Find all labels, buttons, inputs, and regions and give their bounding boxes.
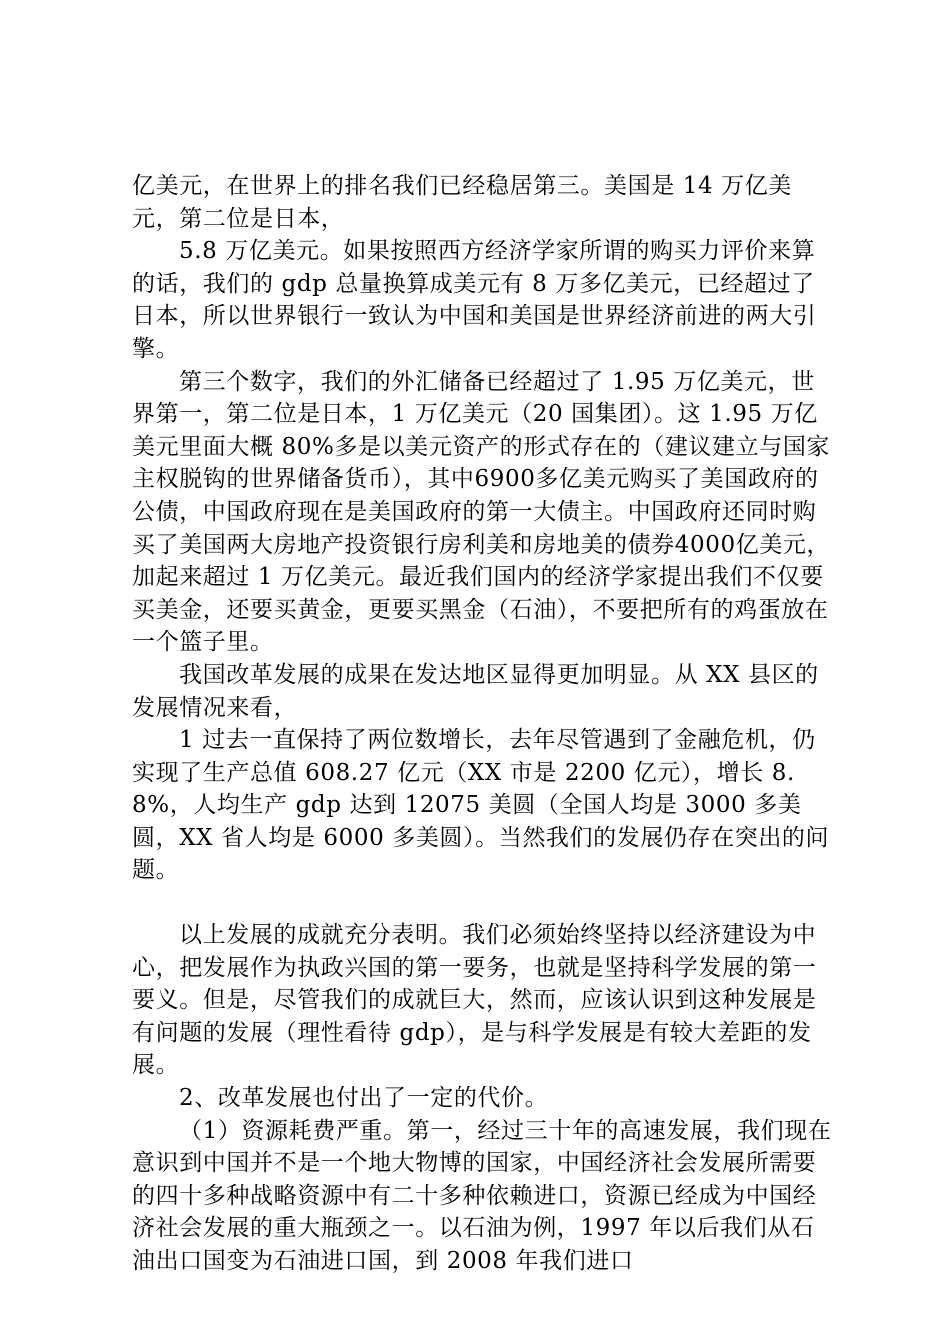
paragraph-3: 第三个数字，我们的外汇储备已经超过了 1.95 万亿美元，世界第一，第二位是日本，1 万亿美元（20 国集团）。这 1.95 万亿美元里面大概 80%多是以美元资产的形式存在的（建议建立与国家主权脱钩的世界储备货币），其中6900多亿美元购买了美国政府的公债，中国政府现在是美国政府的第一大债主。中国政府还同时购买了美国两大房地产投资银行房利美和房地美的债券4000亿美元，加起来超过 1 万亿美元。最近我们国内的经济学家提出我们不仅要买美金，还要买黄金，更要买黑金（石油），不要把所有的鸡蛋放在一个篮子里。 [132,368,831,656]
paragraph-7: 2、改革发展也付出了一定的代价。 [179,1085,549,1112]
document-body [132,170,832,1278]
paragraph-8: （1）资源耗费严重。第一，经过三十年的高速发展，我们现在意识到中国并不是一个地大物博的国家，中国经济社会发展所需要的四十多种战略资源中有二十多种依赖进口，资源已经成为中国经济社会发展的重大瓶颈之一。以石油为例，1997 年以后我们从石油出口国变为石油进口国，到 2008 年我们进口 [132,1117,832,1274]
paragraph-1: 亿美元，在世界上的排名我们已经稳居第三。美国是 14 万亿美元，第二位是日本， [132,173,792,232]
paragraph-5: 1 过去一直保持了两位数增长，去年尽管遇到了金融危机，仍实现了生产总值 608.27 亿元（XX 市是 2200 亿元），增长 8.8%，人均生产 gdp 达到 12075 美圆（全国人均是 3000 多美圆，XX 省人均是 6000 多美圆）。当然我们的发展仍存在突出的问题。 [132,727,830,884]
paragraph-6: 以上发展的成就充分表明。我们必须始终坚持以经济建设为中心，把发展作为执政兴国的第一要务，也就是坚持科学发展的第一要义。但是，尽管我们的成就巨大，然而，应该认识到这种发展是有问题的发展（理性看待 gdp），是与科学发展是有较大差距的发展。 [132,922,817,1079]
paragraph-4: 我国改革发展的成果在发达地区显得更加明显。从 XX 县区的发展情况来看， [132,661,819,721]
paragraph-2: 5.8 万亿美元。如果按照西方经济学家所谓的购买力评价来算的话，我们的 gdp 总量换算成美元有 8 万多亿美元，已经超过了日本，所以世界银行一致认为中国和美国是世界经济前进的两大引擎。 [132,238,817,362]
paragraph-spacer [132,887,832,919]
